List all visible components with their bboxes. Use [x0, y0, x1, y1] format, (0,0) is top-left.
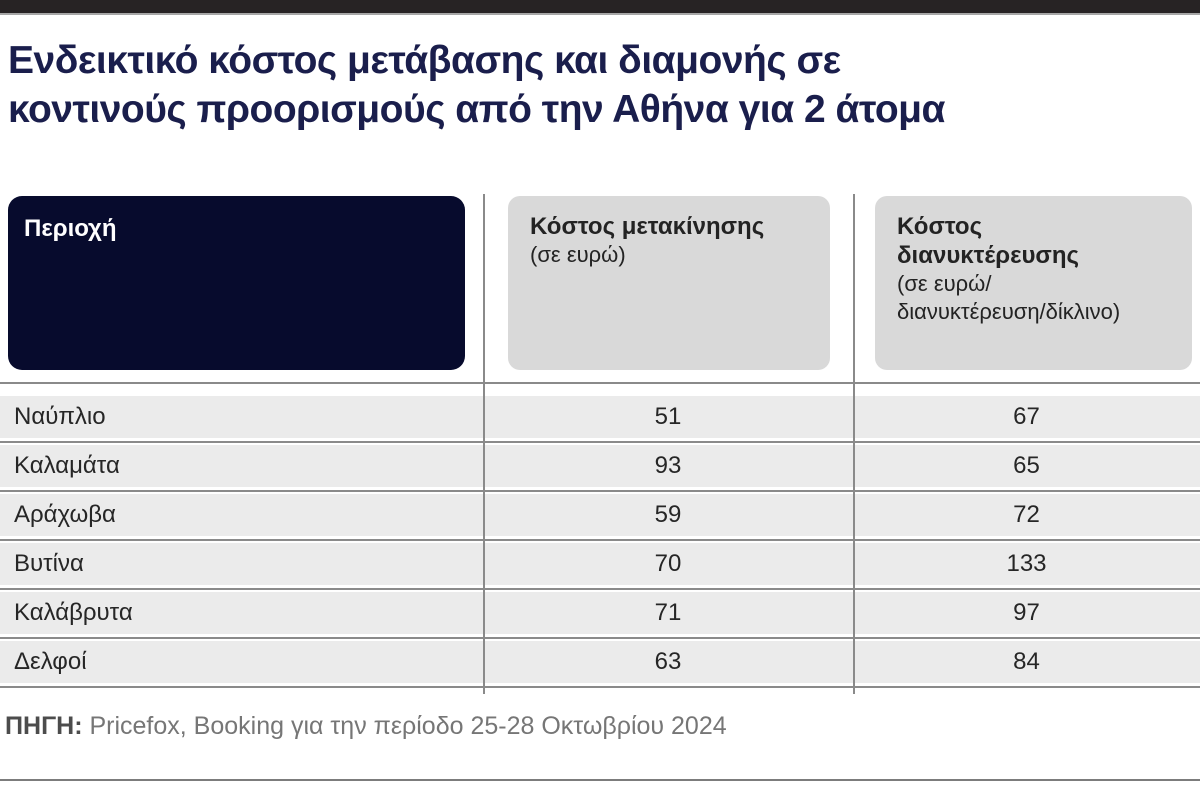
page-title: [8, 36, 1188, 134]
transport-cost-cell: 93: [654, 452, 682, 479]
transport-cost-cell: 63: [654, 648, 682, 675]
top-accent-underline: [0, 13, 1200, 15]
stay-cost-cell: 67: [1013, 403, 1040, 430]
stay-cost-cell: 65: [1013, 452, 1040, 479]
transport-cost-cell: 59: [654, 501, 682, 528]
row-separator: [0, 588, 1200, 590]
source-note: [5, 712, 727, 741]
stay-cost-cell: 84: [1013, 648, 1040, 675]
bottom-rule: [0, 779, 1200, 781]
column-header-stay-label-line-2: διανυκτέρευσης: [897, 242, 1079, 269]
stay-cost-cell: 133: [1006, 550, 1047, 577]
column-header-stay-unit-line-2: διανυκτέρευση/δίκλινο): [897, 299, 1121, 324]
column-header-stay-label-line-1: Κόστος: [897, 213, 983, 240]
page-title-line-1: Ενδεικτικό κόστος μετάβασης και διαμονής σε: [8, 39, 841, 82]
region-cell: Καλάβρυτα: [14, 599, 133, 626]
source-label: ΠΗΓΗ:: [5, 712, 83, 740]
table-row: [0, 396, 1200, 438]
column-header-stay-cost: [875, 196, 1192, 370]
table-row: [0, 592, 1200, 634]
table-row: [0, 543, 1200, 585]
stay-cost-cell: 72: [1013, 501, 1040, 528]
column-divider-1: [483, 194, 485, 694]
page-title-line-2: κοντινούς προορισμούς από την Αθήνα για 2 άτομα: [8, 88, 945, 131]
transport-cost-cell: 70: [654, 550, 682, 577]
column-header-region: [8, 196, 465, 370]
row-separator: [0, 441, 1200, 443]
region-cell: Καλαμάτα: [14, 452, 120, 479]
stay-cost-cell: 97: [1013, 599, 1040, 626]
column-header-transport-label: Κόστος μετακίνησης: [530, 213, 765, 240]
row-separator: [0, 490, 1200, 492]
row-separator: [0, 637, 1200, 639]
region-cell: Αράχωβα: [14, 501, 116, 528]
transport-cost-cell: 51: [654, 403, 682, 430]
table-row: [0, 494, 1200, 536]
source-text: Pricefox, Booking για την περίοδο 25-28 Οκτωβρίου 2024: [89, 712, 727, 740]
column-header-region-label: Περιοχή: [24, 215, 117, 242]
transport-cost-cell: 71: [654, 599, 682, 626]
top-accent-bar: [0, 0, 1200, 13]
table-body: [0, 396, 1200, 690]
table-row: [0, 641, 1200, 683]
region-cell: Βυτίνα: [14, 550, 84, 577]
region-cell: Δελφοί: [14, 648, 87, 675]
column-header-transport-unit: (σε ευρώ): [530, 242, 626, 267]
column-divider-2: [853, 194, 855, 694]
row-separator: [0, 539, 1200, 541]
region-cell: Ναύπλιο: [14, 403, 106, 430]
cost-table: [0, 194, 1200, 694]
table-row: [0, 445, 1200, 487]
column-header-stay-unit-line-1: (σε ευρώ/: [897, 271, 992, 296]
header-bottom-rule: [0, 382, 1200, 384]
column-header-transport-cost: [508, 196, 830, 370]
row-separator-bottom: [0, 686, 1200, 688]
